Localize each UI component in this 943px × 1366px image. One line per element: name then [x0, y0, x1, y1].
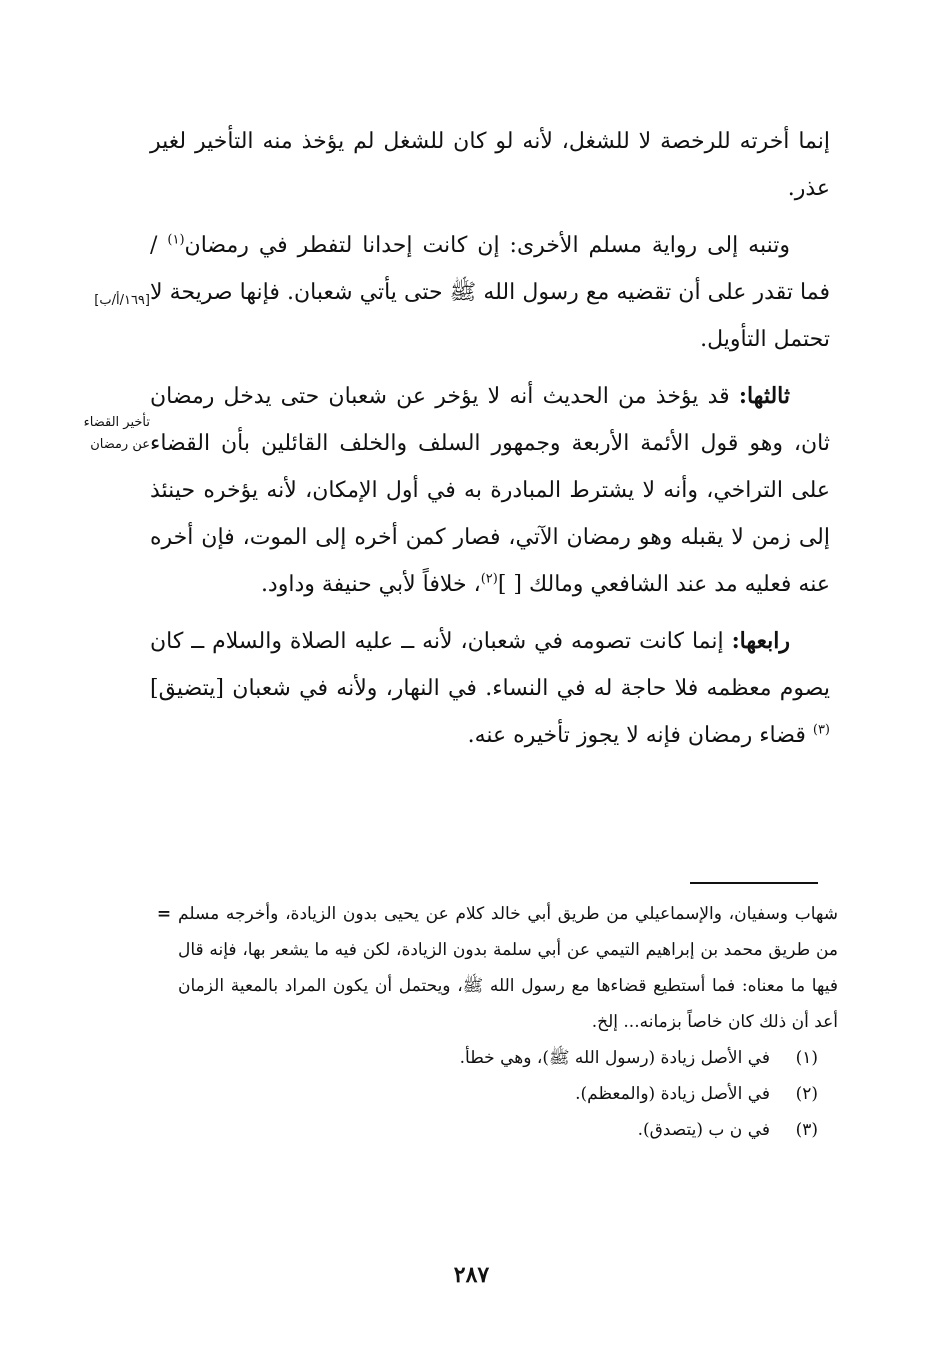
topic-note-line-2: عن رمضان — [90, 437, 150, 452]
continuation-marker: = — [156, 904, 172, 924]
margin-folio-reference — [40, 290, 150, 312]
paragraph-3-text-b: ، خلافاً لأبي حنيفة وداود. — [260, 572, 481, 597]
footnote-ref-1: (١) — [167, 232, 185, 248]
footnote-number: (٢) — [795, 1084, 818, 1104]
paragraph-3-lead: ثالثها: — [738, 383, 790, 409]
paragraph-3-text-a: قد يؤخذ من الحديث أنه لا يؤخر عن شعبان حتى يدخل رمضان ثان، وهو قول الأئمة الأربعة وجمهور السلف والخلف القائلين بأن القضاء على التراخي، وأنه لا يشترط المبادرة به في أول الإمكان، لأنه يؤخره حينئذ إلى زمن لا يقبله وهو رمضان الآتي، فصار كمن أخره إلى الموت، فإن أخره عنه فعليه مد عند الشافعي ومالك [ ] — [150, 384, 830, 597]
footnote-continuation — [150, 896, 838, 1040]
main-text-body — [150, 118, 830, 769]
paragraph-3 — [150, 373, 830, 608]
footnote-ref-2: (٢) — [480, 571, 498, 587]
footnote-item — [150, 1076, 818, 1112]
paragraph-4-text-b: قضاء رمضان فإنه لا يجوز تأخيره عنه. — [467, 723, 813, 748]
footnote-text: في الأصل زيادة (رسول الله ﷺ)، وهي خطأ. — [459, 1048, 770, 1068]
footnotes-section — [150, 896, 838, 1148]
topic-note-line-1: تأخير القضاء — [83, 415, 150, 430]
footnote-ref-3: (٣) — [812, 722, 830, 738]
paragraph-2 — [150, 222, 830, 363]
footnote-number: (١) — [795, 1048, 818, 1068]
paragraph-1-text: إنما أخرته للرخصة لا للشغل، لأنه لو كان للشغل لم يؤخذ منه التأخير لغير عذر. — [150, 129, 830, 201]
paragraph-4-lead: رابعها: — [731, 628, 790, 654]
footnote-text: في الأصل زيادة (والمعظم). — [575, 1084, 770, 1104]
footnote-continuation-text: شهاب وسفيان، والإسماعيلي من طريق أبي خالد كلام عن يحيى بدون الزيادة، وأخرجه مسلم من طريق محمد بن إبراهيم التيمي عن أبي سلمة بدون الزيادة، لكن فيه ما يشعر بها، فإنه قال فيها ما معناه: فما أستطيع قضاءها مع رسول الله ﷺ، ويحتمل أن يكون المراد بالمعية الزمان أعد أن ذلك كان خاصاً بزمانه... إلخ. — [178, 904, 838, 1032]
footnote-item — [150, 1112, 818, 1148]
footnote-text: في ن ب (يتصدق). — [637, 1120, 770, 1140]
paragraph-4-text-a: إنما كانت تصومه في شعبان، لأنه ــ عليه الصلاة والسلام ــ كان يصوم معظمه فلا حاجة له في النساء. في النهار، ولأنه في شعبان [يتضيق] — [150, 629, 830, 701]
paragraph-1 — [150, 118, 830, 212]
paragraph-4 — [150, 618, 830, 759]
folio-reference-text: [١٦٩/أ/ب] — [94, 293, 150, 308]
paragraph-2-text-b: / فما تقدر على أن تقضيه مع رسول الله ﷺ حتى يأتي شعبان. فإنها صريحة لا تحتمل التأويل. — [150, 233, 830, 352]
footnote-number: (٣) — [795, 1120, 818, 1140]
margin-topic-note — [40, 412, 150, 456]
page-number: ٢٨٧ — [453, 1262, 490, 1288]
paragraph-2-text-a: وتنبه إلى رواية مسلم الأخرى: إن كانت إحدانا لتفطر في رمضان — [184, 233, 791, 258]
footnote-item — [150, 1040, 818, 1076]
footnote-separator — [690, 882, 818, 884]
